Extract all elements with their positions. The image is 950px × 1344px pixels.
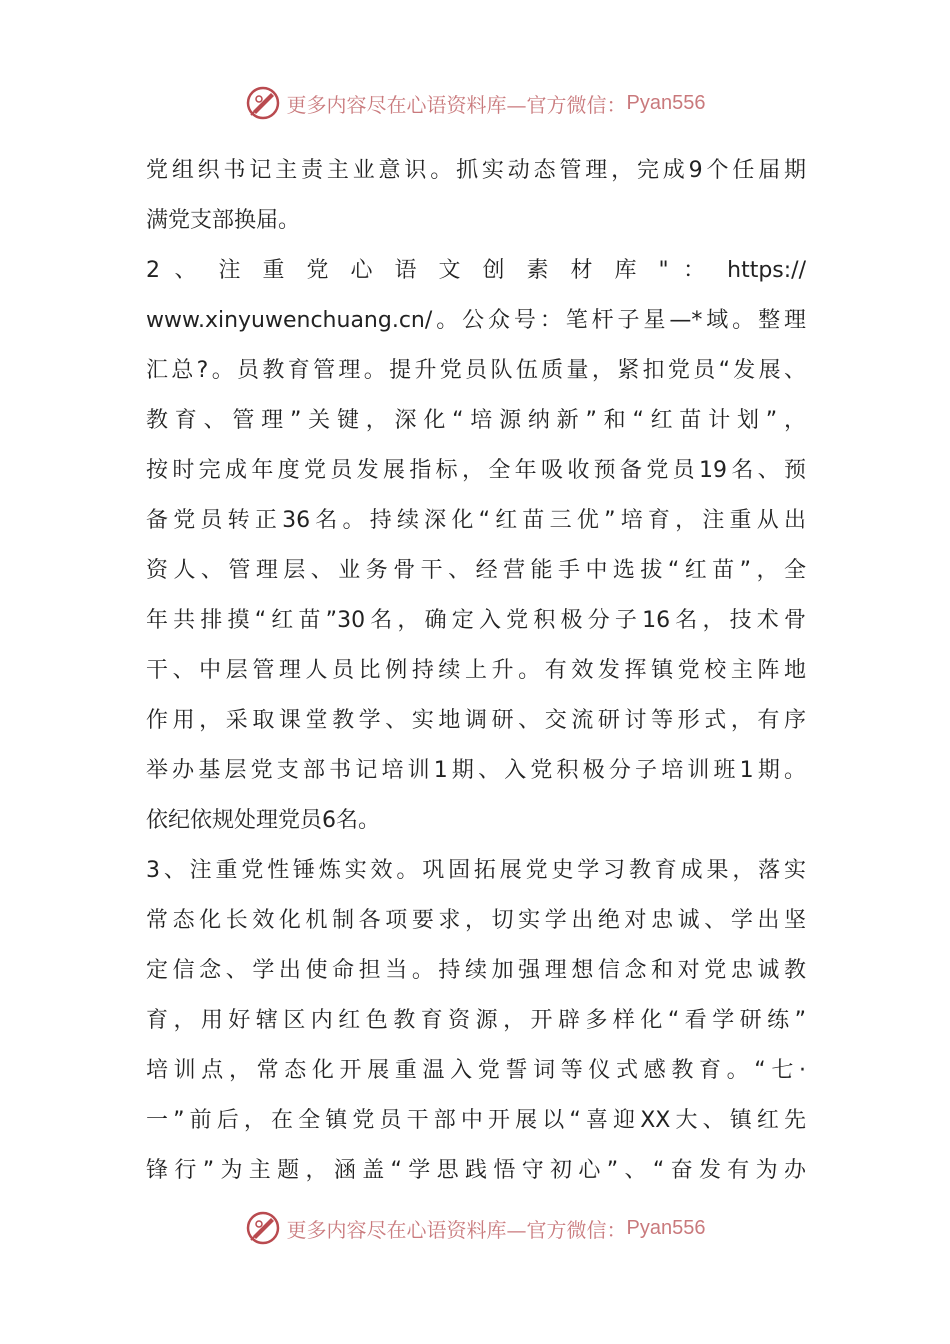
- pen-seal-icon: [245, 85, 281, 121]
- body-line: 3、注重党性锤炼实效。巩固拓展党史学习教育成果，落实: [146, 858, 806, 883]
- header-banner: [0, 83, 950, 123]
- body-line: 定信念、学出使命担当。持续加强理想信念和对党忠诚教: [146, 958, 806, 983]
- body-line: 按时完成年度党员发展指标，全年吸收预备党员19名、预: [146, 458, 806, 483]
- body-line: 干、中层管理人员比例持续上升。有效发挥镇党校主阵地: [146, 658, 806, 683]
- body-line: 作用，采取课堂教学、实地调研、交流研讨等形式，有序: [146, 708, 806, 733]
- body-line: 党组织书记主责主业意识。抓实动态管理，完成9个任届期: [146, 158, 806, 183]
- banner-text: 更多内容尽在心语资料库—官方微信：: [286, 92, 627, 117]
- body-line: 依纪依规处理党员6名。: [146, 808, 380, 833]
- body-line: 资人、管理层、业务骨干、经营能手中选拔“红苗”，全: [146, 558, 806, 583]
- banner-account[interactable]: Pyan556: [626, 1216, 706, 1239]
- body-line: 锋行”为主题，涵盖“学思践悟守初心”、“奋发有为办: [146, 1158, 806, 1183]
- banner-text: 更多内容尽在心语资料库—官方微信：: [286, 1217, 627, 1242]
- body-line: 常态化长效化机制各项要求，切实学出绝对忠诚、学出坚: [146, 908, 806, 933]
- body-line: 一”前后，在全镇党员干部中开展以“喜迎XX大、镇红先: [146, 1108, 806, 1133]
- body-line: 备党员转正36名。持续深化“红苗三优”培育，注重从出: [146, 508, 806, 533]
- body-line: www.xinyuwenchuang.cn/。公众号：笔杆子星—*域。整理: [146, 308, 806, 333]
- banner-account[interactable]: Pyan556: [626, 91, 706, 114]
- body-line: 教育、管理”关键，深化“培源纳新”和“红苗计划”，: [146, 408, 806, 433]
- document-body: [146, 146, 806, 1196]
- body-line: 满党支部换届。: [146, 208, 301, 233]
- footer-banner: [0, 1208, 950, 1248]
- body-line: 培训点，常态化开展重温入党誓词等仪式感教育。“七·: [146, 1058, 806, 1083]
- body-line: 汇总?。员教育管理。提升党员队伍质量，紧扣党员“发展、: [146, 358, 806, 383]
- body-line: 2 、 注 重 党 心 语 文 创 素 材 库 " ： https://: [146, 258, 806, 283]
- pen-seal-icon: [245, 1210, 281, 1246]
- body-line: 育，用好辖区内红色教育资源，开辟多样化“看学研练”: [146, 1008, 806, 1033]
- body-line: 举办基层党支部书记培训1期、入党积极分子培训班1期。: [146, 758, 806, 783]
- body-line: 年共排摸“红苗”30名，确定入党积极分子16名，技术骨: [146, 608, 806, 633]
